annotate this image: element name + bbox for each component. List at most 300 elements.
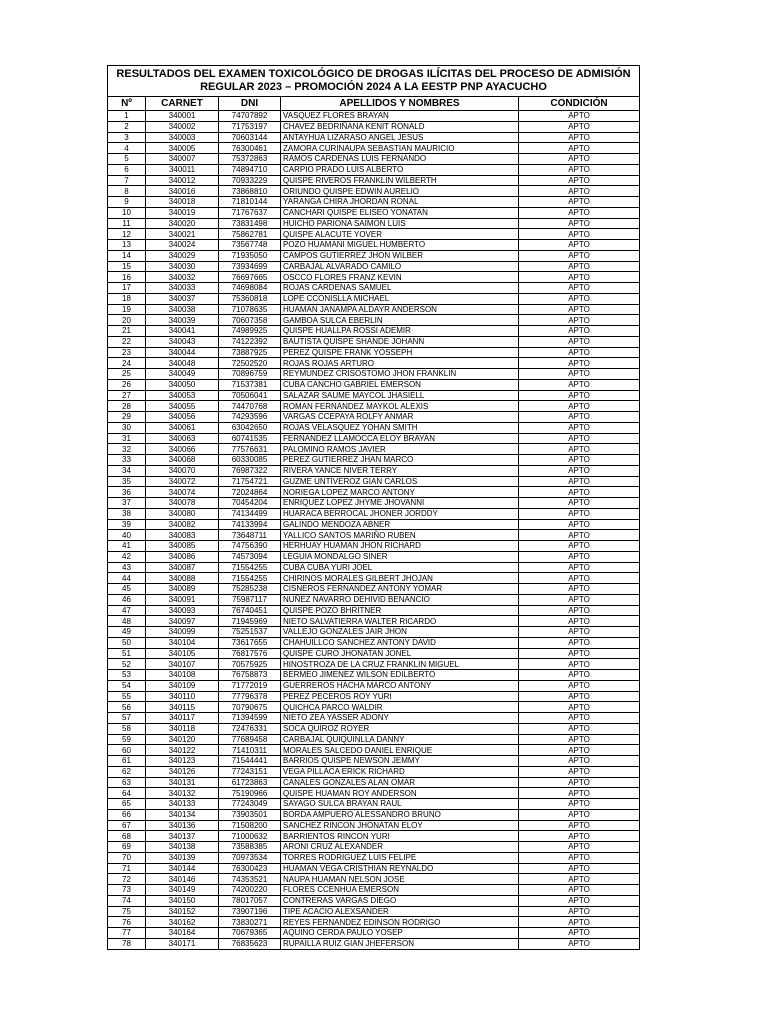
table-row: [108, 250, 640, 261]
carnet-cell: 340001: [146, 111, 219, 122]
name-cell: RAMOS CARDENAS LUIS FERNANDO: [281, 154, 519, 165]
condition-cell: APTO: [519, 691, 640, 702]
condition-cell: APTO: [519, 702, 640, 713]
carnet-cell: 340108: [146, 670, 219, 681]
row-number: 49: [108, 627, 146, 638]
table-row: [108, 863, 640, 874]
row-number: 9: [108, 197, 146, 208]
row-number: 54: [108, 680, 146, 691]
row-number: 24: [108, 358, 146, 369]
dni-cell: 76697665: [219, 272, 281, 283]
table-row: [108, 347, 640, 358]
row-number: 50: [108, 637, 146, 648]
table-row: [108, 111, 640, 122]
name-cell: VALLEJO GONZALES JAIR JHON: [281, 627, 519, 638]
dni-cell: 70603144: [219, 132, 281, 143]
name-cell: ENRIQUEZ LOPEZ JHYME JHOVANNI: [281, 498, 519, 509]
name-cell: CISNEROS FERNANDEZ ANTONY YOMAR: [281, 584, 519, 595]
row-number: 4: [108, 143, 146, 154]
table-row: [108, 551, 640, 562]
table-row: [108, 433, 640, 444]
table-row: [108, 455, 640, 466]
dni-cell: 71000632: [219, 831, 281, 842]
carnet-cell: 340055: [146, 401, 219, 412]
row-number: 40: [108, 530, 146, 541]
dni-cell: 77796378: [219, 691, 281, 702]
condition-cell: APTO: [519, 885, 640, 896]
dni-cell: 75360818: [219, 293, 281, 304]
condition-cell: APTO: [519, 842, 640, 853]
table-row: [108, 121, 640, 132]
condition-cell: APTO: [519, 670, 640, 681]
condition-cell: APTO: [519, 723, 640, 734]
dni-cell: 75987117: [219, 594, 281, 605]
name-cell: TORRES RODRIGUEZ LUIS FELIPE: [281, 852, 519, 863]
table-row: [108, 379, 640, 390]
carnet-cell: 340074: [146, 487, 219, 498]
row-number: 36: [108, 487, 146, 498]
carnet-cell: 340061: [146, 422, 219, 433]
condition-cell: APTO: [519, 713, 640, 724]
name-cell: CONTRERAS VARGAS DIEGO: [281, 895, 519, 906]
row-number: 61: [108, 756, 146, 767]
name-cell: CHAHUILLCO SANCHEZ ANTONY DAVID: [281, 637, 519, 648]
condition-cell: APTO: [519, 766, 640, 777]
row-number: 2: [108, 121, 146, 132]
table-row: [108, 175, 640, 186]
name-cell: CARPIO PRADO LUIS ALBERTO: [281, 164, 519, 175]
dni-cell: 74707892: [219, 111, 281, 122]
row-number: 76: [108, 917, 146, 928]
carnet-cell: 340122: [146, 745, 219, 756]
table-row: [108, 164, 640, 175]
dni-cell: 71753197: [219, 121, 281, 132]
dni-cell: 74200220: [219, 885, 281, 896]
carnet-cell: 340048: [146, 358, 219, 369]
carnet-cell: 340037: [146, 293, 219, 304]
condition-cell: APTO: [519, 111, 640, 122]
condition-cell: APTO: [519, 659, 640, 670]
carnet-cell: 340041: [146, 326, 219, 337]
row-number: 47: [108, 605, 146, 616]
carnet-cell: 340117: [146, 713, 219, 724]
table-row: [108, 336, 640, 347]
dni-cell: 74122392: [219, 336, 281, 347]
table-row: [108, 895, 640, 906]
name-cell: HINOSTROZA DE LA CRUZ FRANKLIN MIGUEL: [281, 659, 519, 670]
table-row: [108, 541, 640, 552]
condition-cell: APTO: [519, 562, 640, 573]
results-document: [107, 65, 639, 950]
condition-cell: APTO: [519, 336, 640, 347]
table-row: [108, 207, 640, 218]
carnet-cell: 340072: [146, 476, 219, 487]
row-number: 8: [108, 186, 146, 197]
table-row: [108, 261, 640, 272]
table-row: [108, 444, 640, 455]
table-row: [108, 304, 640, 315]
condition-cell: APTO: [519, 390, 640, 401]
condition-cell: APTO: [519, 680, 640, 691]
carnet-cell: 340080: [146, 508, 219, 519]
row-number: 23: [108, 347, 146, 358]
dni-cell: 73831498: [219, 218, 281, 229]
header-number: Nº: [108, 97, 146, 111]
name-cell: QUISPE ALACUTE YOVER: [281, 229, 519, 240]
name-cell: PEREZ GUTIERREZ JHAN MARCO: [281, 455, 519, 466]
name-cell: HERHUAY HUAMAN JHON RICHARD: [281, 541, 519, 552]
row-number: 45: [108, 584, 146, 595]
condition-cell: APTO: [519, 734, 640, 745]
row-number: 14: [108, 250, 146, 261]
dni-cell: 73617655: [219, 637, 281, 648]
carnet-cell: 340020: [146, 218, 219, 229]
row-number: 73: [108, 885, 146, 896]
row-number: 56: [108, 702, 146, 713]
table-row: [108, 691, 640, 702]
name-cell: NIETO SALVATIERRA WALTER RICARDO: [281, 616, 519, 627]
dni-cell: 76300461: [219, 143, 281, 154]
dni-cell: 71772019: [219, 680, 281, 691]
condition-cell: APTO: [519, 519, 640, 530]
name-cell: BORDA AMPUERO ALESSANDRO BRUNO: [281, 809, 519, 820]
row-number: 10: [108, 207, 146, 218]
name-cell: FLORES CCENHUA EMERSON: [281, 885, 519, 896]
row-number: 51: [108, 648, 146, 659]
table-row: [108, 917, 640, 928]
carnet-cell: 340083: [146, 530, 219, 541]
condition-cell: APTO: [519, 132, 640, 143]
dni-cell: 75251537: [219, 627, 281, 638]
name-cell: QUISPE RIVEROS FRANKLIN WILBERTH: [281, 175, 519, 186]
dni-cell: 63042650: [219, 422, 281, 433]
condition-cell: APTO: [519, 863, 640, 874]
carnet-cell: 340138: [146, 842, 219, 853]
row-number: 5: [108, 154, 146, 165]
table-row: [108, 240, 640, 251]
dni-cell: 73830271: [219, 917, 281, 928]
table-row: [108, 218, 640, 229]
condition-cell: APTO: [519, 777, 640, 788]
condition-cell: APTO: [519, 928, 640, 939]
condition-cell: APTO: [519, 433, 640, 444]
table-row: [108, 390, 640, 401]
condition-cell: APTO: [519, 917, 640, 928]
name-cell: QUICHCA PARCO WALDIR: [281, 702, 519, 713]
carnet-cell: 340038: [146, 304, 219, 315]
dni-cell: 75372863: [219, 154, 281, 165]
table-row: [108, 938, 640, 949]
name-cell: SOCA QUIROZ ROYER: [281, 723, 519, 734]
dni-cell: 76835623: [219, 938, 281, 949]
row-number: 19: [108, 304, 146, 315]
dni-cell: 76987322: [219, 465, 281, 476]
condition-cell: APTO: [519, 756, 640, 767]
carnet-cell: 340149: [146, 885, 219, 896]
name-cell: MORALES SALCEDO DANIEL ENRIQUE: [281, 745, 519, 756]
row-number: 16: [108, 272, 146, 283]
name-cell: GUZME UNTIVEROZ GIAN CARLOS: [281, 476, 519, 487]
carnet-cell: 340137: [146, 831, 219, 842]
condition-cell: APTO: [519, 788, 640, 799]
condition-cell: APTO: [519, 541, 640, 552]
name-cell: GAMBOA SULCA EBERLIN: [281, 315, 519, 326]
name-cell: CAMPOS GUTIERREZ JHON WILBER: [281, 250, 519, 261]
row-number: 15: [108, 261, 146, 272]
dni-cell: 71935050: [219, 250, 281, 261]
row-number: 59: [108, 734, 146, 745]
carnet-cell: 340099: [146, 627, 219, 638]
table-row: [108, 412, 640, 423]
row-number: 17: [108, 283, 146, 294]
condition-cell: APTO: [519, 293, 640, 304]
name-cell: LEGUIA MONDALGO SINER: [281, 551, 519, 562]
name-cell: CARBAJAL ALVARADO CAMILO: [281, 261, 519, 272]
row-number: 65: [108, 799, 146, 810]
table-row: [108, 519, 640, 530]
condition-cell: APTO: [519, 584, 640, 595]
table-row: [108, 906, 640, 917]
name-cell: BARRIOS QUISPE NEWSON JEMMY: [281, 756, 519, 767]
condition-cell: APTO: [519, 422, 640, 433]
table-row: [108, 616, 640, 627]
table-row: [108, 734, 640, 745]
carnet-cell: 340044: [146, 347, 219, 358]
table-body: [108, 111, 640, 950]
dni-cell: 71554255: [219, 562, 281, 573]
table-row: [108, 788, 640, 799]
row-number: 78: [108, 938, 146, 949]
row-number: 20: [108, 315, 146, 326]
row-number: 32: [108, 444, 146, 455]
carnet-cell: 340011: [146, 164, 219, 175]
condition-cell: APTO: [519, 229, 640, 240]
dni-cell: 72502520: [219, 358, 281, 369]
carnet-cell: 340093: [146, 605, 219, 616]
table-row: [108, 272, 640, 283]
dni-cell: 75190966: [219, 788, 281, 799]
carnet-cell: 340050: [146, 379, 219, 390]
carnet-cell: 340150: [146, 895, 219, 906]
row-number: 1: [108, 111, 146, 122]
table-row: [108, 562, 640, 573]
table-row: [108, 369, 640, 380]
dni-cell: 70896759: [219, 369, 281, 380]
name-cell: QUISPE HUALLPA ROSSI ADEMIR: [281, 326, 519, 337]
dni-cell: 61723863: [219, 777, 281, 788]
name-cell: CHAVEZ BEDRIÑANA KENIT RONALD: [281, 121, 519, 132]
condition-cell: APTO: [519, 476, 640, 487]
row-number: 67: [108, 820, 146, 831]
condition-cell: APTO: [519, 938, 640, 949]
condition-cell: APTO: [519, 250, 640, 261]
carnet-cell: 340091: [146, 594, 219, 605]
carnet-cell: 340078: [146, 498, 219, 509]
name-cell: LOPE CCONISLLA MICHAEL: [281, 293, 519, 304]
row-number: 58: [108, 723, 146, 734]
carnet-cell: 340134: [146, 809, 219, 820]
dni-cell: 73567748: [219, 240, 281, 251]
name-cell: SALAZAR SAUME MAYCOL JHASIELL: [281, 390, 519, 401]
row-number: 72: [108, 874, 146, 885]
row-number: 12: [108, 229, 146, 240]
name-cell: CARBAJAL QUIQUINLLA DANNY: [281, 734, 519, 745]
dni-cell: 71508200: [219, 820, 281, 831]
row-number: 70: [108, 852, 146, 863]
carnet-cell: 340152: [146, 906, 219, 917]
table-row: [108, 283, 640, 294]
dni-cell: 74293596: [219, 412, 281, 423]
dni-cell: 71554255: [219, 573, 281, 584]
name-cell: NUÑEZ NAVARRO DEHIVID BENANCIO: [281, 594, 519, 605]
carnet-cell: 340024: [146, 240, 219, 251]
row-number: 62: [108, 766, 146, 777]
row-number: 30: [108, 422, 146, 433]
dni-cell: 72476331: [219, 723, 281, 734]
row-number: 63: [108, 777, 146, 788]
row-number: 39: [108, 519, 146, 530]
table-row: [108, 530, 640, 541]
carnet-cell: 340016: [146, 186, 219, 197]
table-row: [108, 326, 640, 337]
name-cell: QUISPE CURO JHONATAN JONEL: [281, 648, 519, 659]
carnet-cell: 340110: [146, 691, 219, 702]
name-cell: CUBA CUBA YURI JOEL: [281, 562, 519, 573]
dni-cell: 76758873: [219, 670, 281, 681]
name-cell: HUAMAN VEGA CRISTHIAN REYNALDO: [281, 863, 519, 874]
dni-cell: 75862781: [219, 229, 281, 240]
name-cell: RUPAILLA RUIZ GIAN JHEFERSON: [281, 938, 519, 949]
row-number: 60: [108, 745, 146, 756]
carnet-cell: 340126: [146, 766, 219, 777]
table-row: [108, 670, 640, 681]
dni-cell: 71410311: [219, 745, 281, 756]
table-row: [108, 293, 640, 304]
row-number: 7: [108, 175, 146, 186]
row-number: 3: [108, 132, 146, 143]
condition-cell: APTO: [519, 820, 640, 831]
header-names: APELLIDOS Y NOMBRES: [281, 97, 519, 111]
condition-cell: APTO: [519, 304, 640, 315]
dni-cell: 70607358: [219, 315, 281, 326]
name-cell: RIVERA YANCE NIVER TERRY: [281, 465, 519, 476]
carnet-cell: 340053: [146, 390, 219, 401]
name-cell: CANCHARI QUISPE ELISEO YONATAN: [281, 207, 519, 218]
row-number: 11: [108, 218, 146, 229]
condition-cell: APTO: [519, 874, 640, 885]
table-row: [108, 745, 640, 756]
results-table: [107, 65, 640, 950]
condition-cell: APTO: [519, 401, 640, 412]
table-row: [108, 197, 640, 208]
dni-cell: 60741535: [219, 433, 281, 444]
condition-cell: APTO: [519, 895, 640, 906]
dni-cell: 76300423: [219, 863, 281, 874]
name-cell: POZO HUAMANI MIGUEL HUMBERTO: [281, 240, 519, 251]
condition-cell: APTO: [519, 154, 640, 165]
carnet-cell: 340085: [146, 541, 219, 552]
condition-cell: APTO: [519, 283, 640, 294]
condition-cell: APTO: [519, 272, 640, 283]
table-row: [108, 465, 640, 476]
name-cell: ZAMORA CURINAUPA SEBASTIAN MAURICIO: [281, 143, 519, 154]
table-row: [108, 766, 640, 777]
dni-cell: 75285238: [219, 584, 281, 595]
name-cell: AQUINO CERDA PAULO YOSEP: [281, 928, 519, 939]
carnet-cell: 340030: [146, 261, 219, 272]
condition-cell: APTO: [519, 455, 640, 466]
condition-cell: APTO: [519, 530, 640, 541]
row-number: 38: [108, 508, 146, 519]
carnet-cell: 340063: [146, 433, 219, 444]
table-row: [108, 874, 640, 885]
name-cell: QUISPE HUAMAN ROY ANDERSON: [281, 788, 519, 799]
name-cell: ROJAS VELASQUEZ YOHAN SMITH: [281, 422, 519, 433]
table-row: [108, 637, 640, 648]
carnet-cell: 340146: [146, 874, 219, 885]
dni-cell: 73887925: [219, 347, 281, 358]
table-row: [108, 498, 640, 509]
condition-cell: APTO: [519, 551, 640, 562]
table-row: [108, 186, 640, 197]
dni-cell: 73648711: [219, 530, 281, 541]
name-cell: SAYAGO SULCA BRAYAN RAUL: [281, 799, 519, 810]
table-row: [108, 508, 640, 519]
row-number: 6: [108, 164, 146, 175]
carnet-cell: 340089: [146, 584, 219, 595]
name-cell: PALOMINO RAMOS JAVIER: [281, 444, 519, 455]
row-number: 25: [108, 369, 146, 380]
condition-cell: APTO: [519, 852, 640, 863]
table-row: [108, 928, 640, 939]
carnet-cell: 340136: [146, 820, 219, 831]
row-number: 22: [108, 336, 146, 347]
dni-cell: 71767637: [219, 207, 281, 218]
name-cell: HUAMAN JANAMPA ALDAYR ANDERSON: [281, 304, 519, 315]
carnet-cell: 340162: [146, 917, 219, 928]
condition-cell: APTO: [519, 648, 640, 659]
row-number: 29: [108, 412, 146, 423]
name-cell: BAUTISTA QUISPE SHANDE JOHANN: [281, 336, 519, 347]
carnet-cell: 340109: [146, 680, 219, 691]
row-number: 48: [108, 616, 146, 627]
row-number: 26: [108, 379, 146, 390]
table-row: [108, 154, 640, 165]
condition-cell: APTO: [519, 487, 640, 498]
name-cell: GUERREROS HACHA MARCO ANTONY: [281, 680, 519, 691]
carnet-cell: 340144: [146, 863, 219, 874]
dni-cell: 70790675: [219, 702, 281, 713]
table-row: [108, 777, 640, 788]
carnet-cell: 340070: [146, 465, 219, 476]
row-number: 66: [108, 809, 146, 820]
condition-cell: APTO: [519, 616, 640, 627]
table-row: [108, 885, 640, 896]
table-row: [108, 852, 640, 863]
table-row: [108, 756, 640, 767]
condition-cell: APTO: [519, 197, 640, 208]
name-cell: BARRIENTOS RINCON YURI: [281, 831, 519, 842]
table-row: [108, 713, 640, 724]
condition-cell: APTO: [519, 143, 640, 154]
condition-cell: APTO: [519, 175, 640, 186]
dni-cell: 74756390: [219, 541, 281, 552]
carnet-cell: 340133: [146, 799, 219, 810]
row-number: 46: [108, 594, 146, 605]
name-cell: ORIUNDO QUISPE EDWIN AURELIO: [281, 186, 519, 197]
name-cell: CHIRINOS MORALES GILBERT JHOJAN: [281, 573, 519, 584]
row-number: 41: [108, 541, 146, 552]
